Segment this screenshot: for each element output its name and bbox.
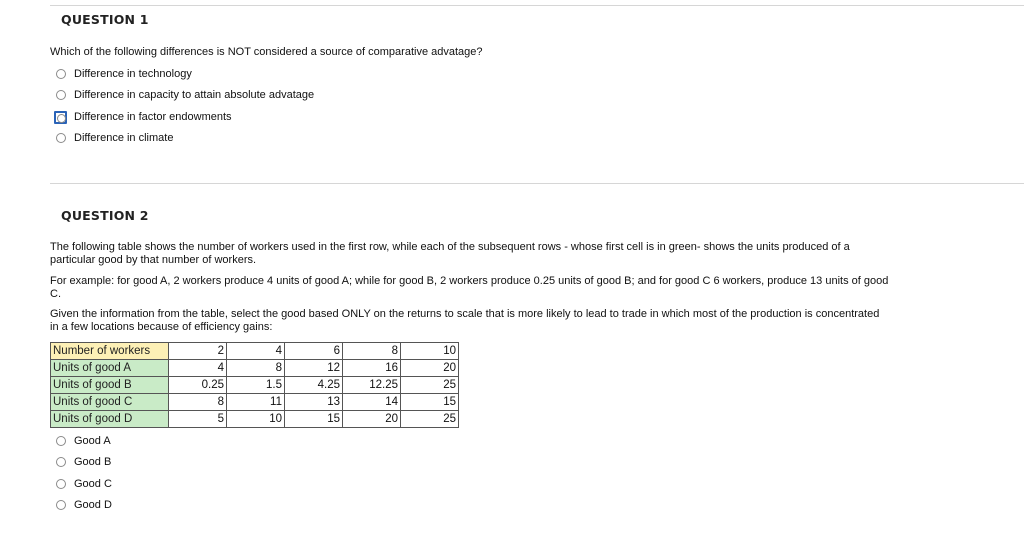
table-cell: 4 — [227, 343, 285, 360]
q2-option-good-c[interactable] — [56, 477, 112, 491]
table-row-good-b — [51, 377, 459, 394]
question-divider — [50, 183, 1024, 184]
top-divider — [50, 5, 1024, 6]
q1-option-label: Difference in technology — [74, 68, 192, 80]
table-cell: 14 — [343, 394, 401, 411]
question-2-paragraph-3 — [50, 308, 879, 333]
q2-option-label: Good B — [74, 456, 112, 468]
q1-option-technology[interactable] — [56, 67, 192, 81]
table-row-good-a — [51, 360, 459, 377]
q2-option-label: Good A — [74, 435, 111, 447]
table-cell: 2 — [169, 343, 227, 360]
table-cell: 11 — [227, 394, 285, 411]
table-row-good-c — [51, 394, 459, 411]
question-2-heading: QUESTION 2 — [61, 208, 149, 223]
table-row-workers — [51, 343, 459, 360]
radio-unselected-icon[interactable] — [56, 90, 66, 100]
q1-option-label: Difference in climate — [74, 132, 174, 144]
q1-option-absolute-advantage[interactable] — [56, 88, 314, 102]
radio-unselected-icon[interactable] — [56, 436, 66, 446]
table-cell: 8 — [169, 394, 227, 411]
table-row-good-d — [51, 411, 459, 428]
row-label: Number of workers — [51, 343, 169, 360]
question-2-paragraph-1 — [50, 241, 850, 266]
q1-option-factor-endowments[interactable] — [56, 110, 232, 124]
question-1-prompt: Which of the following differences is NOT considered a source of comparative advatage? — [50, 46, 483, 58]
table-cell: 1.5 — [227, 377, 285, 394]
q2-option-good-d[interactable] — [56, 498, 112, 512]
question-1-heading: QUESTION 1 — [61, 12, 149, 27]
table-cell: 12 — [285, 360, 343, 377]
radio-unselected-icon[interactable] — [56, 69, 66, 79]
table-cell: 13 — [285, 394, 343, 411]
text-line: in a few locations because of efficiency gains: — [50, 320, 273, 333]
table-cell: 12.25 — [343, 377, 401, 394]
table-cell: 25 — [401, 377, 459, 394]
row-label: Units of good C — [51, 394, 169, 411]
table-cell: 0.25 — [169, 377, 227, 394]
table-cell: 6 — [285, 343, 343, 360]
table-cell: 10 — [401, 343, 459, 360]
table-cell: 15 — [285, 411, 343, 428]
table-cell: 20 — [343, 411, 401, 428]
radio-unselected-icon[interactable] — [56, 457, 66, 467]
text-line: The following table shows the number of workers used in the first row, while each of the subsequent rows - whose first cell is in green- shows the units produced of a — [50, 241, 850, 253]
radio-unselected-icon[interactable] — [56, 133, 66, 143]
row-label: Units of good D — [51, 411, 169, 428]
text-line: particular good by that number of workers. — [50, 253, 257, 266]
text-line: Given the information from the table, select the good based ONLY on the returns to scale that is more likely to lead to trade in which most of the production is concentrated — [50, 308, 880, 320]
radio-unselected-icon[interactable] — [56, 500, 66, 510]
row-label: Units of good A — [51, 360, 169, 377]
table-cell: 16 — [343, 360, 401, 377]
table-cell: 20 — [401, 360, 459, 377]
table-cell: 4 — [169, 360, 227, 377]
table-cell: 5 — [169, 411, 227, 428]
radio-unselected-icon[interactable] — [56, 479, 66, 489]
q1-option-climate[interactable] — [56, 131, 173, 145]
text-line: C. — [50, 287, 61, 300]
table-cell: 4.25 — [285, 377, 343, 394]
table-cell: 25 — [401, 411, 459, 428]
q2-option-label: Good D — [74, 499, 112, 511]
table-cell: 8 — [227, 360, 285, 377]
row-label: Units of good B — [51, 377, 169, 394]
q1-option-label: Difference in factor endowments — [74, 111, 232, 123]
radio-focused-icon[interactable] — [54, 111, 67, 124]
q2-option-good-b[interactable] — [56, 455, 111, 469]
text-line: For example: for good A, 2 workers produce 4 units of good A; while for good B, 2 workers produce 0.25 units of good B; and for good C 6 workers, produce 13 units of good — [50, 275, 889, 287]
table-cell: 15 — [401, 394, 459, 411]
table-cell: 8 — [343, 343, 401, 360]
q2-option-good-a[interactable] — [56, 434, 111, 448]
workers-output-table — [50, 342, 459, 428]
q2-option-label: Good C — [74, 478, 112, 490]
table-cell: 10 — [227, 411, 285, 428]
q1-option-label: Difference in capacity to attain absolute advatage — [74, 89, 315, 101]
question-2-paragraph-2 — [50, 275, 888, 300]
